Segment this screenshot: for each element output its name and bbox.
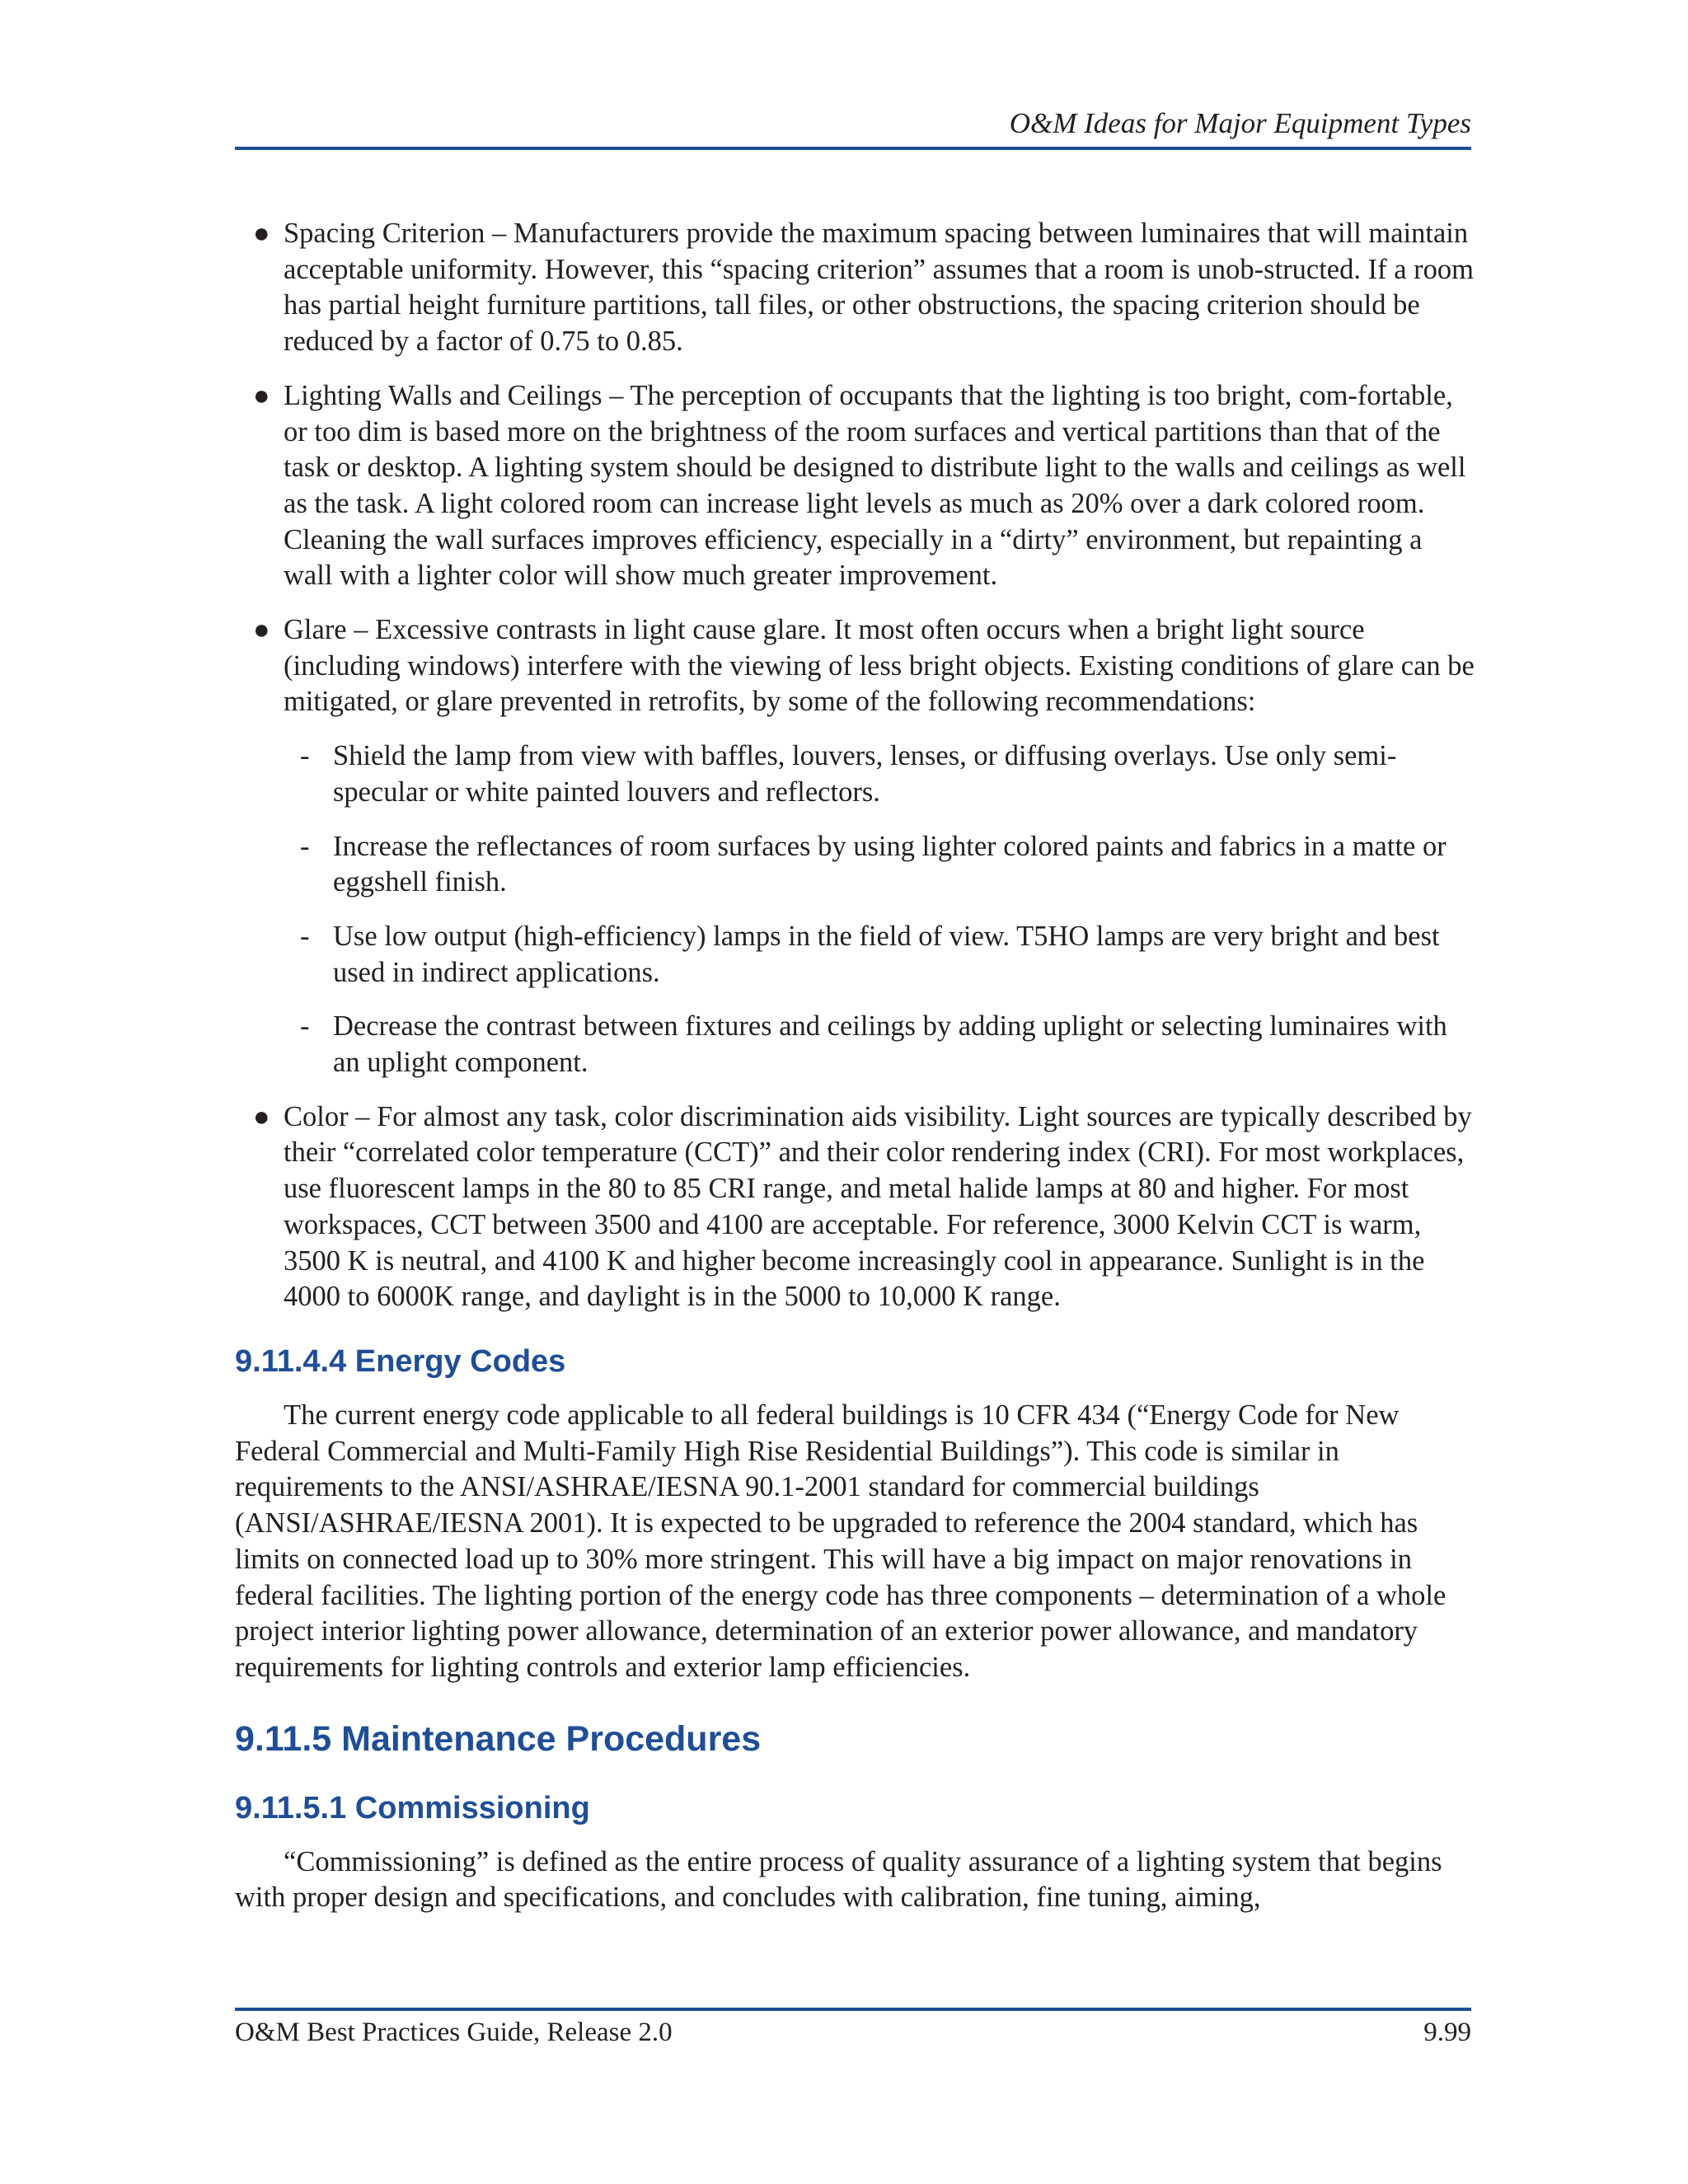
sub-list-item [284, 1009, 1475, 1080]
bullet-text: Glare – Excessive contrasts in light cause glare. It most often occurs when a bright light source (including windows) interfere with the viewing of less bright objects. Existing conditions of glare can be mitigated, or glare prevented in retrofits, by some of the following recommendations: [284, 614, 1475, 718]
footer-title: O&M Best Practices Guide, Release 2.0 [235, 2018, 673, 2047]
energy-codes-paragraph: The current energy code applicable to all federal buildings is 10 CFR 434 (“Energy Code for New Federal Commercial and Multi-Family High Rise Residential Buildings”). This code is similar in requirements to the ANSI/ASHRAE/IESNA 90.1-2001 standard for commercial buildings (ANSI/ASHRAE/IESNA 2001). It is expected to be upgraded to reference the 2004 standard, which has limits on connected load up to 30% more stringent. This will have a big impact on major renovations in federal facilities. The lighting portion of the energy code has three components – determination of a whole project interior lighting power allowance, determination of an exterior power allowance, and mandatory requirements for lighting controls and exterior lamp efficiencies. [235, 1399, 1447, 1683]
commissioning-paragraph: “Commissioning” is defined as the entire process of quality assurance of a lighting system that begins with proper design and specifications, and concludes with calibration, fine tuning, aiming, [235, 1845, 1442, 1914]
sub-list-item [284, 738, 1475, 810]
bullet-icon: ● [253, 218, 270, 249]
section-heading-energy-codes: 9.11.4.4 Energy Codes [235, 1343, 566, 1379]
dash-icon: - [300, 830, 310, 862]
dash-icon: - [300, 740, 310, 772]
sub-item-text: Use low output (high-efficiency) lamps in the field of view. T5HO lamps are very bright and best used in indirect applications. [333, 920, 1440, 988]
dash-icon: - [300, 920, 310, 952]
bullet-text: Color – For almost any task, color discrimination aids visibility. Light sources are typically described by their “correlated color temperature (CCT)” and their color rendering index (CRI). For most workplaces, use fluorescent lamps in the 80 to 85 CRI range, and metal halide lamps at 80 and higher. For most workspaces, CCT between 3500 and 4100 are acceptable. For reference, 3000 Kelvin CCT is warm, 3500 K is neutral, and 4100 K and higher become increasingly cool in appearance. Sunlight is in the 4000 to 6000K range, and daylight is in the 5000 to 10,000 K range. [284, 1100, 1472, 1313]
sub-item-text: Shield the lamp from view with baffles, louvers, lenses, or diffusing overlays. Use only semi-specular or white painted louvers and reflectors. [333, 740, 1397, 808]
section-heading-maintenance: 9.11.5 Maintenance Procedures [235, 1718, 762, 1759]
list-item [235, 378, 1475, 594]
footer-rule [235, 2008, 1471, 2011]
running-header: O&M Ideas for Major Equipment Types [1009, 107, 1471, 139]
header-rule [235, 147, 1471, 150]
sub-list-item [284, 919, 1475, 991]
bullet-icon: ● [253, 1101, 270, 1132]
page-footer [235, 2014, 1471, 2050]
bullet-list [235, 216, 1475, 1315]
list-item [235, 612, 1475, 1081]
page-content [235, 216, 1475, 1916]
list-item [235, 1099, 1475, 1315]
bullet-text: Spacing Criterion – Manufacturers provide the maximum spacing between luminaires that will maintain acceptable uniformity. However, this “spacing criterion” assumes that a room is unob-structed. If a room has partial height furniture partitions, tall files, or other obstructions, the spacing criterion should be reduced by a factor of 0.75 to 0.85. [284, 218, 1474, 358]
bullet-icon: ● [253, 380, 270, 411]
bullet-icon: ● [253, 615, 270, 646]
list-item [235, 216, 1475, 360]
bullet-text: Lighting Walls and Ceilings – The perception of occupants that the lighting is too bright, com-fortable, or too dim is based more on the brightness of the room surfaces and vertical partitions than that of the task or desktop. A lighting system should be designed to distribute light to the walls and ceilings as well as the task. A light colored room can increase light levels as much as 20% over a dark colored room. Cleaning the wall surfaces improves efficiency, especially in a “dirty” environment, but repainting a wall with a lighter color will show much greater improvement. [284, 379, 1466, 592]
dash-icon: - [300, 1010, 310, 1043]
sub-list-item [284, 829, 1475, 901]
sub-item-text: Increase the reflectances of room surfaces by using lighter colored paints and fabrics in a matte or eggshell finish. [333, 830, 1447, 898]
section-heading-commissioning: 9.11.5.1 Commissioning [235, 1790, 590, 1825]
page-number: 9.99 [1423, 2018, 1471, 2047]
sub-list [284, 738, 1475, 1081]
sub-item-text: Decrease the contrast between fixtures and ceilings by adding uplight or selecting luminaires with an uplight component. [333, 1010, 1447, 1079]
